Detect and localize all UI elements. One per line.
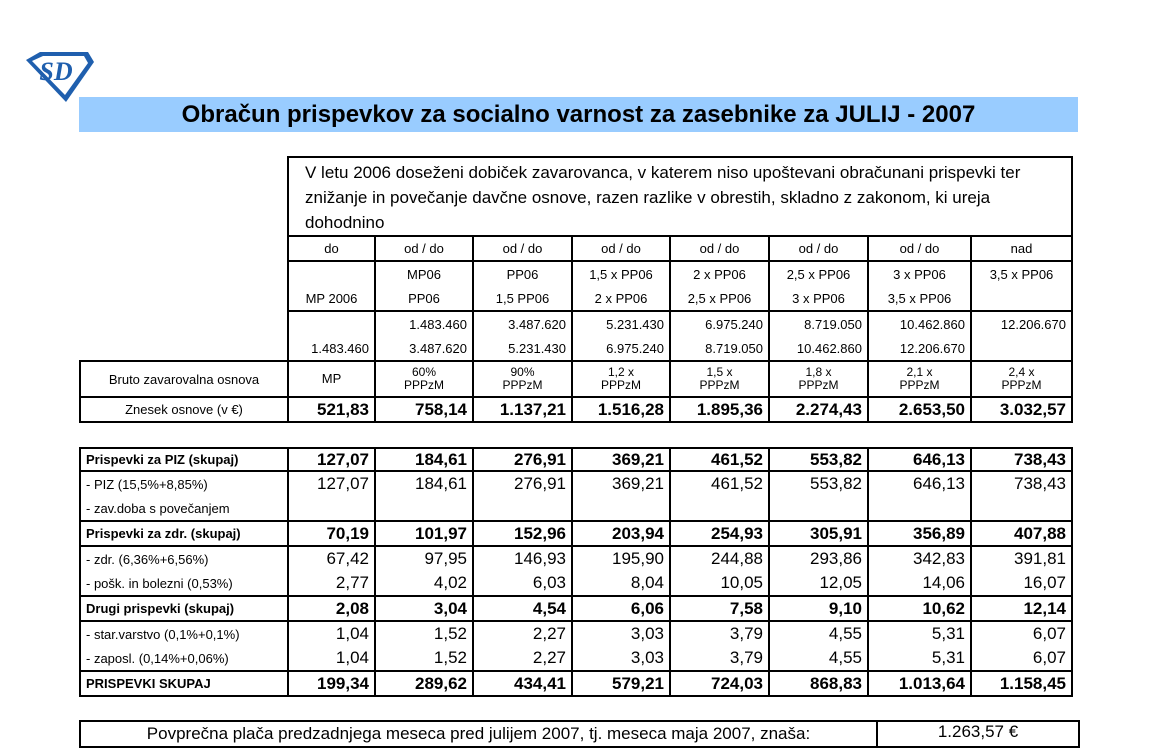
contribution-value-cell: 434,41 bbox=[473, 671, 572, 696]
bruto-value-top: MP bbox=[321, 371, 342, 386]
contribution-value-cell bbox=[375, 496, 473, 521]
contribution-value-cell: 305,91 bbox=[769, 521, 868, 546]
range-label-cell: od / do bbox=[670, 236, 769, 261]
contribution-value-cell bbox=[288, 496, 375, 521]
range-upper-cell: 3 x PP06 bbox=[868, 261, 971, 286]
range-lower-cell: 2 x PP06 bbox=[572, 286, 670, 311]
contribution-value-cell: 356,89 bbox=[868, 521, 971, 546]
page-title: Obračun prispevkov za socialno varnost za zasebnike za JULIJ - 2007 bbox=[79, 97, 1078, 132]
avg-salary-value: 1.263,57 € bbox=[877, 721, 1079, 747]
range-lower-cell: 1,5 PP06 bbox=[473, 286, 572, 311]
contribution-value-cell: 152,96 bbox=[473, 521, 572, 546]
contribution-value-cell: 67,42 bbox=[288, 546, 375, 571]
contribution-value-cell: 461,52 bbox=[670, 471, 769, 496]
bruto-value-cell bbox=[572, 361, 670, 397]
contribution-value-cell: 3,04 bbox=[375, 596, 473, 621]
spacer-cell bbox=[80, 236, 288, 261]
range-lower-cell bbox=[971, 286, 1072, 311]
contribution-value-cell: 369,21 bbox=[572, 471, 670, 496]
contribution-value-cell: 1.013,64 bbox=[868, 671, 971, 696]
contribution-value-cell: 254,93 bbox=[670, 521, 769, 546]
bruto-value-cell bbox=[769, 361, 868, 397]
contribution-label: - zdr. (6,36%+6,56%) bbox=[80, 546, 288, 571]
bruto-value-bottom: PPPzM bbox=[403, 378, 444, 392]
bruto-value-cell bbox=[473, 361, 572, 397]
contribution-value-cell: 369,21 bbox=[572, 448, 670, 471]
range-upper-cell: MP06 bbox=[375, 261, 473, 286]
bruto-value-bottom: PPPzM bbox=[600, 378, 641, 392]
contribution-value-cell: 127,07 bbox=[288, 448, 375, 471]
range-lower-cell: MP 2006 bbox=[288, 286, 375, 311]
contribution-value-cell: 724,03 bbox=[670, 671, 769, 696]
contribution-value-cell: 276,91 bbox=[473, 448, 572, 471]
contribution-value-cell: 146,93 bbox=[473, 546, 572, 571]
contribution-value-cell: 4,55 bbox=[769, 646, 868, 671]
znesek-value-cell: 521,83 bbox=[288, 397, 375, 422]
contribution-value-cell: 2,27 bbox=[473, 646, 572, 671]
contribution-value-cell: 2,77 bbox=[288, 571, 375, 596]
contribution-value-cell: 407,88 bbox=[971, 521, 1072, 546]
contribution-row bbox=[80, 521, 1072, 546]
contribution-value-cell: 868,83 bbox=[769, 671, 868, 696]
amount-lower-cell: 8.719.050 bbox=[670, 336, 769, 361]
bruto-value-bottom: PPPzM bbox=[502, 378, 543, 392]
contribution-value-cell: 293,86 bbox=[769, 546, 868, 571]
znesek-value-cell: 758,14 bbox=[375, 397, 473, 422]
amount-upper-row bbox=[80, 311, 1072, 336]
contribution-value-cell: 9,10 bbox=[769, 596, 868, 621]
znesek-value-cell: 1.895,36 bbox=[670, 397, 769, 422]
contribution-label: Prispevki za zdr. (skupaj) bbox=[80, 521, 288, 546]
range-label-cell: do bbox=[288, 236, 375, 261]
amount-upper-cell: 1.483.460 bbox=[375, 311, 473, 336]
contribution-value-cell bbox=[572, 496, 670, 521]
contribution-value-cell: 12,14 bbox=[971, 596, 1072, 621]
contribution-value-cell: 1.158,45 bbox=[971, 671, 1072, 696]
contribution-label: - pošk. in bolezni (0,53%) bbox=[80, 571, 288, 596]
contribution-value-cell: 1,04 bbox=[288, 646, 375, 671]
contribution-row bbox=[80, 621, 1072, 646]
contribution-value-cell: 646,13 bbox=[868, 448, 971, 471]
bruto-label: Bruto zavarovalna osnova bbox=[80, 361, 288, 397]
range-lower-cell: 3,5 x PP06 bbox=[868, 286, 971, 311]
contribution-value-cell: 203,94 bbox=[572, 521, 670, 546]
amount-upper-cell: 8.719.050 bbox=[769, 311, 868, 336]
contribution-value-cell: 646,13 bbox=[868, 471, 971, 496]
amount-upper-cell: 5.231.430 bbox=[572, 311, 670, 336]
bruto-value-top: 1,8 x bbox=[805, 365, 832, 379]
bruto-value-top: 2,1 x bbox=[906, 365, 933, 379]
amount-lower-cell: 5.231.430 bbox=[473, 336, 572, 361]
range-upper-cell: PP06 bbox=[473, 261, 572, 286]
bruto-row bbox=[80, 361, 1072, 397]
amount-lower-cell: 10.462.860 bbox=[769, 336, 868, 361]
contribution-value-cell: 1,52 bbox=[375, 646, 473, 671]
amount-upper-cell bbox=[288, 311, 375, 336]
contribution-row bbox=[80, 646, 1072, 671]
bruto-value-top: 60% bbox=[411, 365, 437, 379]
amount-lower-row bbox=[80, 336, 1072, 361]
contribution-value-cell: 2,08 bbox=[288, 596, 375, 621]
contribution-value-cell: 6,07 bbox=[971, 621, 1072, 646]
range-upper-cell: 2,5 x PP06 bbox=[769, 261, 868, 286]
contribution-row bbox=[80, 571, 1072, 596]
bruto-value-cell bbox=[375, 361, 473, 397]
range-upper-cell: 2 x PP06 bbox=[670, 261, 769, 286]
contribution-value-cell: 1,04 bbox=[288, 621, 375, 646]
contribution-label: Drugi prispevki (skupaj) bbox=[80, 596, 288, 621]
range-lower-cell: 3 x PP06 bbox=[769, 286, 868, 311]
contribution-value-cell: 8,04 bbox=[572, 571, 670, 596]
range-table bbox=[79, 156, 1073, 423]
contribution-label: - PIZ (15,5%+8,85%) bbox=[80, 471, 288, 496]
contribution-row bbox=[80, 671, 1072, 696]
range-upper-cell bbox=[288, 261, 375, 286]
bruto-value-cell bbox=[971, 361, 1072, 397]
shield-logo bbox=[22, 50, 96, 104]
contribution-value-cell: 5,31 bbox=[868, 646, 971, 671]
contribution-label: - zav.doba s povečanjem bbox=[80, 496, 288, 521]
contribution-value-cell: 2,27 bbox=[473, 621, 572, 646]
footer-table bbox=[79, 720, 1080, 748]
range-lower-cell: PP06 bbox=[375, 286, 473, 311]
bruto-value-bottom: PPPzM bbox=[899, 378, 940, 392]
contribution-row bbox=[80, 471, 1072, 496]
amount-upper-cell: 12.206.670 bbox=[971, 311, 1072, 336]
contribution-value-cell: 14,06 bbox=[868, 571, 971, 596]
znesek-value-cell: 2.653,50 bbox=[868, 397, 971, 422]
amount-upper-cell: 3.487.620 bbox=[473, 311, 572, 336]
contribution-value-cell: 70,19 bbox=[288, 521, 375, 546]
contribution-label: Prispevki za PIZ (skupaj) bbox=[80, 448, 288, 471]
contribution-row bbox=[80, 546, 1072, 571]
contributions-table bbox=[79, 447, 1073, 697]
contribution-value-cell: 3,79 bbox=[670, 646, 769, 671]
contribution-value-cell: 4,54 bbox=[473, 596, 572, 621]
contribution-value-cell: 342,83 bbox=[868, 546, 971, 571]
bruto-value-cell bbox=[288, 361, 375, 397]
znesek-value-cell: 3.032,57 bbox=[971, 397, 1072, 422]
contribution-value-cell: 276,91 bbox=[473, 471, 572, 496]
contribution-value-cell: 6,07 bbox=[971, 646, 1072, 671]
range-lower-cell: 2,5 x PP06 bbox=[670, 286, 769, 311]
contribution-value-cell: 244,88 bbox=[670, 546, 769, 571]
znesek-value-cell: 1.137,21 bbox=[473, 397, 572, 422]
spacer-cell bbox=[80, 311, 288, 336]
range-label-cell: nad bbox=[971, 236, 1072, 261]
znesek-label: Znesek osnove (v €) bbox=[80, 397, 288, 422]
contribution-value-cell: 6,06 bbox=[572, 596, 670, 621]
contribution-value-cell: 7,58 bbox=[670, 596, 769, 621]
znesek-value-cell: 1.516,28 bbox=[572, 397, 670, 422]
contribution-row bbox=[80, 448, 1072, 471]
spacer-cell bbox=[80, 286, 288, 311]
bruto-value-cell bbox=[670, 361, 769, 397]
bruto-value-top: 2,4 x bbox=[1008, 365, 1035, 379]
amount-upper-cell: 10.462.860 bbox=[868, 311, 971, 336]
contribution-value-cell: 184,61 bbox=[375, 448, 473, 471]
range-upper-cell: 1,5 x PP06 bbox=[572, 261, 670, 286]
range-label-cell: od / do bbox=[769, 236, 868, 261]
contribution-value-cell bbox=[670, 496, 769, 521]
contribution-value-cell: 3,03 bbox=[572, 646, 670, 671]
contribution-value-cell: 4,55 bbox=[769, 621, 868, 646]
contribution-value-cell: 199,34 bbox=[288, 671, 375, 696]
amount-lower-cell: 3.487.620 bbox=[375, 336, 473, 361]
bruto-value-bottom: PPPzM bbox=[1001, 378, 1042, 392]
contribution-value-cell: 16,07 bbox=[971, 571, 1072, 596]
contribution-value-cell: 1,52 bbox=[375, 621, 473, 646]
range-upper-row bbox=[80, 261, 1072, 286]
spacer-cell bbox=[80, 336, 288, 361]
contribution-row bbox=[80, 496, 1072, 521]
range-label-cell: od / do bbox=[572, 236, 670, 261]
range-labels-row bbox=[80, 236, 1072, 261]
contribution-value-cell: 3,79 bbox=[670, 621, 769, 646]
range-upper-cell: 3,5 x PP06 bbox=[971, 261, 1072, 286]
contribution-value-cell: 289,62 bbox=[375, 671, 473, 696]
contribution-value-cell: 12,05 bbox=[769, 571, 868, 596]
range-lower-row bbox=[80, 286, 1072, 311]
contribution-value-cell: 738,43 bbox=[971, 471, 1072, 496]
range-label-cell: od / do bbox=[375, 236, 473, 261]
contribution-value-cell: 5,31 bbox=[868, 621, 971, 646]
contribution-value-cell: 195,90 bbox=[572, 546, 670, 571]
contribution-label: - star.varstvo (0,1%+0,1%) bbox=[80, 621, 288, 646]
contribution-label: PRISPEVKI SKUPAJ bbox=[80, 671, 288, 696]
svg-text:SD: SD bbox=[39, 57, 73, 86]
contribution-value-cell: 391,81 bbox=[971, 546, 1072, 571]
bruto-value-bottom: PPPzM bbox=[798, 378, 839, 392]
amount-upper-cell: 6.975.240 bbox=[670, 311, 769, 336]
contribution-label: - zaposl. (0,14%+0,06%) bbox=[80, 646, 288, 671]
bruto-value-top: 90% bbox=[510, 365, 535, 379]
contribution-value-cell: 10,62 bbox=[868, 596, 971, 621]
spacer-cell bbox=[80, 261, 288, 286]
bruto-value-top: 1,5 x bbox=[706, 365, 733, 379]
contribution-value-cell bbox=[868, 496, 971, 521]
contribution-value-cell: 579,21 bbox=[572, 671, 670, 696]
contribution-value-cell: 4,02 bbox=[375, 571, 473, 596]
znesek-row bbox=[80, 397, 1072, 422]
contribution-value-cell: 461,52 bbox=[670, 448, 769, 471]
header-description: V letu 2006 doseženi dobiček zavarovanca, v katerem niso upoštevani obračunani prispevki ter znižanje in povečanje davčne osnove, razen razlike v obrestih, skladno z zakonom, ki ureja dohodnino bbox=[288, 157, 1072, 236]
contribution-row bbox=[80, 596, 1072, 621]
contribution-value-cell: 184,61 bbox=[375, 471, 473, 496]
range-label-cell: od / do bbox=[473, 236, 572, 261]
amount-lower-cell: 6.975.240 bbox=[572, 336, 670, 361]
contribution-value-cell: 10,05 bbox=[670, 571, 769, 596]
contribution-value-cell: 127,07 bbox=[288, 471, 375, 496]
contribution-value-cell: 738,43 bbox=[971, 448, 1072, 471]
range-label-cell: od / do bbox=[868, 236, 971, 261]
contribution-value-cell: 3,03 bbox=[572, 621, 670, 646]
contribution-value-cell: 97,95 bbox=[375, 546, 473, 571]
contribution-value-cell: 6,03 bbox=[473, 571, 572, 596]
contribution-value-cell bbox=[971, 496, 1072, 521]
bruto-value-top: 1,2 x bbox=[607, 365, 634, 379]
contribution-value-cell: 553,82 bbox=[769, 471, 868, 496]
amount-lower-cell: 12.206.670 bbox=[868, 336, 971, 361]
contribution-value-cell bbox=[769, 496, 868, 521]
contribution-value-cell: 553,82 bbox=[769, 448, 868, 471]
bruto-value-bottom: PPPzM bbox=[699, 378, 740, 392]
znesek-value-cell: 2.274,43 bbox=[769, 397, 868, 422]
amount-lower-cell: 1.483.460 bbox=[288, 336, 375, 361]
amount-lower-cell bbox=[971, 336, 1072, 361]
avg-salary-label: Povprečna plača predzadnjega meseca pred julijem 2007, tj. meseca maja 2007, znaša: bbox=[80, 721, 877, 747]
contribution-value-cell: 101,97 bbox=[375, 521, 473, 546]
contribution-value-cell bbox=[473, 496, 572, 521]
bruto-value-cell bbox=[868, 361, 971, 397]
